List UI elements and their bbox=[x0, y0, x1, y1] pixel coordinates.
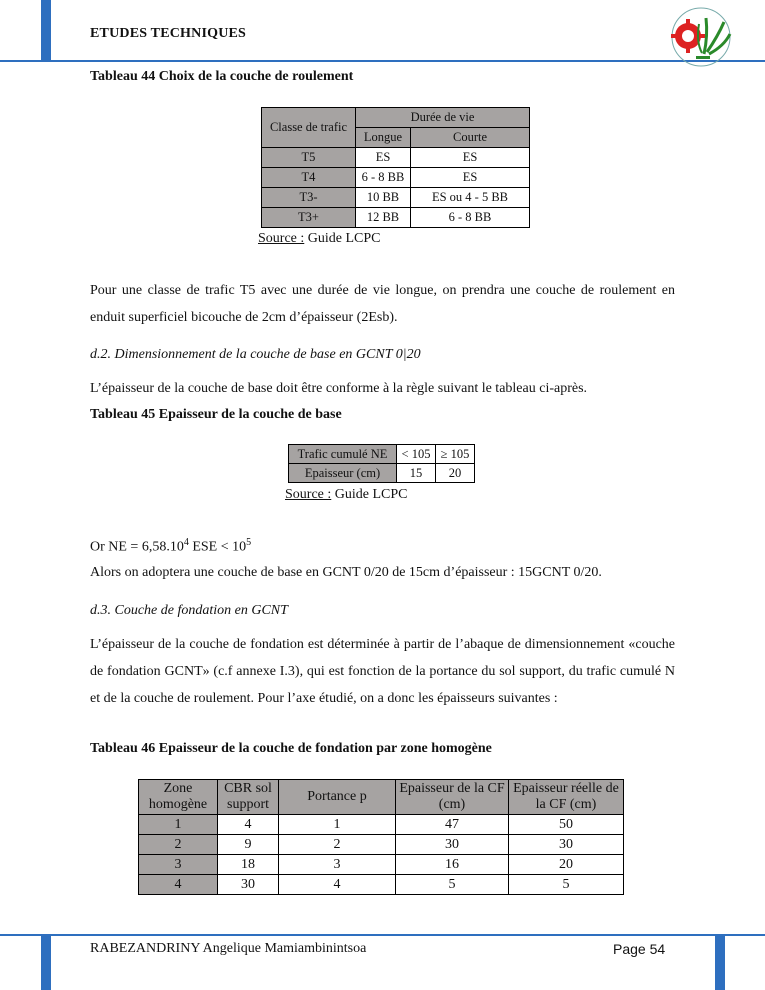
paragraph-base-rule: L’épaisseur de la couche de base doit être conforme à la règle suivant le tableau ci-après. bbox=[90, 381, 588, 396]
table-cell: 47 bbox=[396, 815, 509, 835]
section-heading-d2: d.2. Dimensionnement de la couche de base en GCNT 0|20 bbox=[90, 347, 421, 362]
table-row bbox=[139, 855, 624, 875]
table-header-row bbox=[139, 780, 624, 815]
table-cell: 6 - 8 BB bbox=[356, 168, 411, 188]
header-left-bar bbox=[41, 0, 51, 60]
table45-caption: Tableau 45 Epaisseur de la couche de base bbox=[90, 407, 342, 422]
ne-prefix: Or NE = 6,58.10 bbox=[90, 539, 184, 555]
page-number: Page 54 bbox=[613, 941, 666, 957]
table-row bbox=[139, 815, 624, 835]
table44-caption: Tableau 44 Choix de la couche de roulement bbox=[90, 69, 354, 84]
table-row bbox=[262, 168, 530, 188]
t44-header-duree: Durée de vie bbox=[356, 108, 530, 128]
table-cell: T4 bbox=[262, 168, 356, 188]
t46-header-ep-cf: Epaisseur de la CF (cm) bbox=[396, 780, 509, 815]
table-cell: Trafic cumulé NE bbox=[289, 445, 397, 464]
table-cell: 30 bbox=[396, 835, 509, 855]
table-cell: 12 BB bbox=[356, 208, 411, 228]
table-cell: 20 bbox=[509, 855, 624, 875]
table-cell: 3 bbox=[279, 855, 396, 875]
source-text: Guide LCPC bbox=[331, 487, 408, 502]
table-cell: ES ou 4 - 5 BB bbox=[411, 188, 530, 208]
table-cell: 1 bbox=[139, 815, 218, 835]
paragraph-base-adopt: Alors on adoptera une couche de base en GCNT 0/20 de 15cm d’épaisseur : 15GCNT 0/20. bbox=[90, 565, 602, 580]
table46 bbox=[138, 779, 624, 895]
footer-author: RABEZANDRINY Angelique Mamiambinintsoa bbox=[90, 941, 367, 956]
paragraph-fondation: L’épaisseur de la couche de fondation est déterminée à partir de l’abaque de dimensionnement «couche de fondation GCNT» (c.f annexe I.3), qui est fonction de la portance du sol support, du trafic cumulé N et de la couche de roulement. Pour l’axe étudié, on a donc les épaisseurs suivantes : bbox=[90, 637, 675, 706]
table-cell: 5 bbox=[509, 875, 624, 895]
table-cell: Epaisseur (cm) bbox=[289, 464, 397, 483]
table-cell: 9 bbox=[218, 835, 279, 855]
source-label: Source : bbox=[285, 487, 332, 502]
header-title: ETUDES TECHNIQUES bbox=[90, 26, 247, 41]
footer-right-bar bbox=[715, 934, 725, 990]
ne-equation bbox=[90, 537, 251, 556]
table-cell: < 105 bbox=[397, 445, 436, 464]
table-cell: 30 bbox=[509, 835, 624, 855]
table-row bbox=[289, 445, 475, 464]
t44-header-longue: Longue bbox=[356, 128, 411, 148]
t46-header-ep-reelle: Epaisseur réelle de la CF (cm) bbox=[509, 780, 624, 815]
table-row bbox=[289, 464, 475, 483]
table-cell: ≥ 105 bbox=[436, 445, 475, 464]
table-row bbox=[262, 208, 530, 228]
footer-left-bar bbox=[41, 934, 51, 990]
t46-header-cbr: CBR sol support bbox=[218, 780, 279, 815]
table46-caption: Tableau 46 Epaisseur de la couche de fondation par zone homogène bbox=[90, 741, 492, 756]
table-cell: 50 bbox=[509, 815, 624, 835]
table-cell: 2 bbox=[279, 835, 396, 855]
t44-header-class: Classe de trafic bbox=[262, 108, 356, 148]
ne-exponent-1: 4 bbox=[183, 537, 189, 548]
source-text: Guide LCPC bbox=[304, 231, 381, 246]
source-label: Source : bbox=[258, 231, 305, 246]
table-cell: 4 bbox=[279, 875, 396, 895]
table-cell: 6 - 8 BB bbox=[411, 208, 530, 228]
table-cell: 1 bbox=[279, 815, 396, 835]
table-cell: 4 bbox=[218, 815, 279, 835]
table-cell: T5 bbox=[262, 148, 356, 168]
footer-rule bbox=[0, 934, 765, 936]
table-cell: 3 bbox=[139, 855, 218, 875]
t46-header-zone: Zone homogène bbox=[139, 780, 218, 815]
paragraph-roulement: Pour une classe de trafic T5 avec une durée de vie longue, on prendra une couche de roulement en enduit superficiel bicouche de 2cm d’épaisseur (2Esb). bbox=[90, 283, 675, 325]
university-logo-icon bbox=[666, 6, 736, 68]
table-cell: 2 bbox=[139, 835, 218, 855]
table-row bbox=[139, 875, 624, 895]
table-cell: ES bbox=[356, 148, 411, 168]
table-cell: ES bbox=[411, 168, 530, 188]
table-cell: 4 bbox=[139, 875, 218, 895]
table45-source bbox=[285, 487, 408, 503]
table44-source bbox=[258, 231, 381, 247]
table-cell: 20 bbox=[436, 464, 475, 483]
table-cell: 16 bbox=[396, 855, 509, 875]
table-cell: T3+ bbox=[262, 208, 356, 228]
table-cell: 10 BB bbox=[356, 188, 411, 208]
table-cell: 30 bbox=[218, 875, 279, 895]
ne-exponent-2: 5 bbox=[246, 537, 252, 548]
table45 bbox=[288, 444, 475, 483]
t46-header-portance: Portance p bbox=[279, 780, 396, 815]
table-row bbox=[262, 148, 530, 168]
table-row bbox=[262, 188, 530, 208]
table44 bbox=[261, 107, 530, 228]
table-cell: ES bbox=[411, 148, 530, 168]
table-row bbox=[139, 835, 624, 855]
table-cell: T3- bbox=[262, 188, 356, 208]
ne-mid: ESE < 10 bbox=[188, 539, 247, 555]
table-cell: 18 bbox=[218, 855, 279, 875]
section-heading-d3: d.3. Couche de fondation en GCNT bbox=[90, 603, 288, 618]
header-rule bbox=[0, 60, 765, 62]
table-cell: 15 bbox=[397, 464, 436, 483]
t44-header-courte: Courte bbox=[411, 128, 530, 148]
table-cell: 5 bbox=[396, 875, 509, 895]
